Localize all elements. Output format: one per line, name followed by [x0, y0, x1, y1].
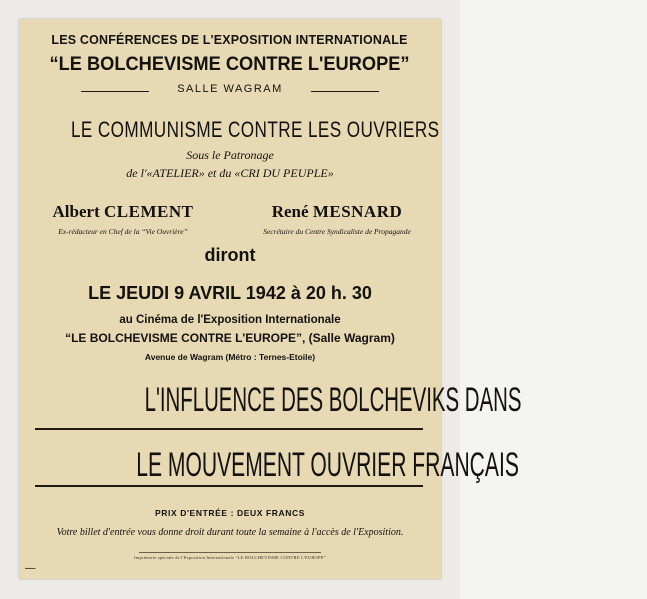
- venue-address: [19, 352, 441, 362]
- lecture-theme-text: LE COMMUNISME CONTRE LES OUVRIERS: [70, 117, 440, 142]
- talk-title-line-2: [19, 446, 519, 485]
- speaker-last-name: CLEMENT: [104, 202, 194, 221]
- exhibition-title: [19, 54, 441, 76]
- venue-line: [19, 314, 441, 326]
- divider-right: [311, 91, 379, 92]
- speaker-role: Secrétaire du Centre Syndicaliste de Propagande: [263, 227, 411, 236]
- venue-name-text: “LE BOLCHEVISME CONTRE L'EUROPE”, (Salle Wagram): [65, 331, 395, 345]
- patronage-label: [19, 148, 441, 163]
- announcement-verb-text: diront: [204, 245, 256, 265]
- talk-title-line-1-text: L'INFLUENCE DES BOLCHEVIKS DANS: [144, 381, 522, 419]
- talk-rule-bottom: [35, 485, 423, 487]
- hall-name: [19, 83, 441, 95]
- speaker-role: Ex-rédacteur en Chef de la “Vie Ouvrière”: [58, 227, 188, 236]
- talk-rule-top: [35, 428, 423, 430]
- event-date-text: LE JEUDI 9 AVRIL 1942 à 20 h. 30: [88, 283, 372, 303]
- patronage-sponsors: [19, 166, 441, 181]
- series-heading-text: LES CONFÉRENCES DE L'EXPOSITION INTERNATIONALE: [51, 32, 409, 47]
- printer-imprint-text: Imprimerie spéciale de l'Exposition Internationale “LE BOLCHEVISME CONTRE L'EUROPE”: [134, 555, 326, 560]
- speaker-last-name: MESNARD: [312, 202, 403, 221]
- talk-title-line-1: [19, 381, 522, 420]
- lecture-theme: [19, 117, 441, 143]
- series-heading: [19, 32, 441, 47]
- archive-mark: ▬▬▬: [25, 566, 36, 570]
- venue-name: [19, 331, 441, 345]
- poster: [19, 19, 522, 579]
- patronage-sponsors-text: de l'«ATELIER» et du «CRI DU PEUPLE»: [126, 166, 334, 180]
- speaker-mesnard: [237, 202, 437, 236]
- admission-price: [19, 508, 441, 518]
- speaker-name: [237, 202, 437, 222]
- talk-title-line-2-text: LE MOUVEMENT OUVRIER FRANÇAIS: [136, 446, 519, 484]
- exhibition-title-text: “LE BOLCHEVISME CONTRE L'EUROPE”: [49, 54, 411, 75]
- hall-name-text: SALLE WAGRAM: [177, 83, 283, 95]
- speaker-first-name: Albert: [52, 202, 100, 221]
- admission-note: [19, 527, 441, 538]
- event-date: [19, 283, 441, 304]
- patronage-label-text: Sous le Patronage: [186, 148, 274, 162]
- admission-price-text: PRIX D'ENTRÉE : DEUX FRANCS: [155, 508, 305, 518]
- announcement-verb: [19, 245, 441, 266]
- venue-line-text: au Cinéma de l'Exposition Internationale: [119, 314, 341, 326]
- printer-imprint: [19, 555, 441, 560]
- speaker-name: [23, 202, 223, 222]
- admission-note-text: Votre billet d'entrée vous donne droit durant toute la semaine à l'accès de l'Exposition.: [56, 527, 404, 538]
- speaker-first-name: René: [271, 202, 309, 221]
- speaker-clement: [23, 202, 223, 236]
- venue-address-text: Avenue de Wagram (Métro : Ternes-Etoile): [144, 352, 316, 362]
- imprint-rule: [139, 552, 321, 553]
